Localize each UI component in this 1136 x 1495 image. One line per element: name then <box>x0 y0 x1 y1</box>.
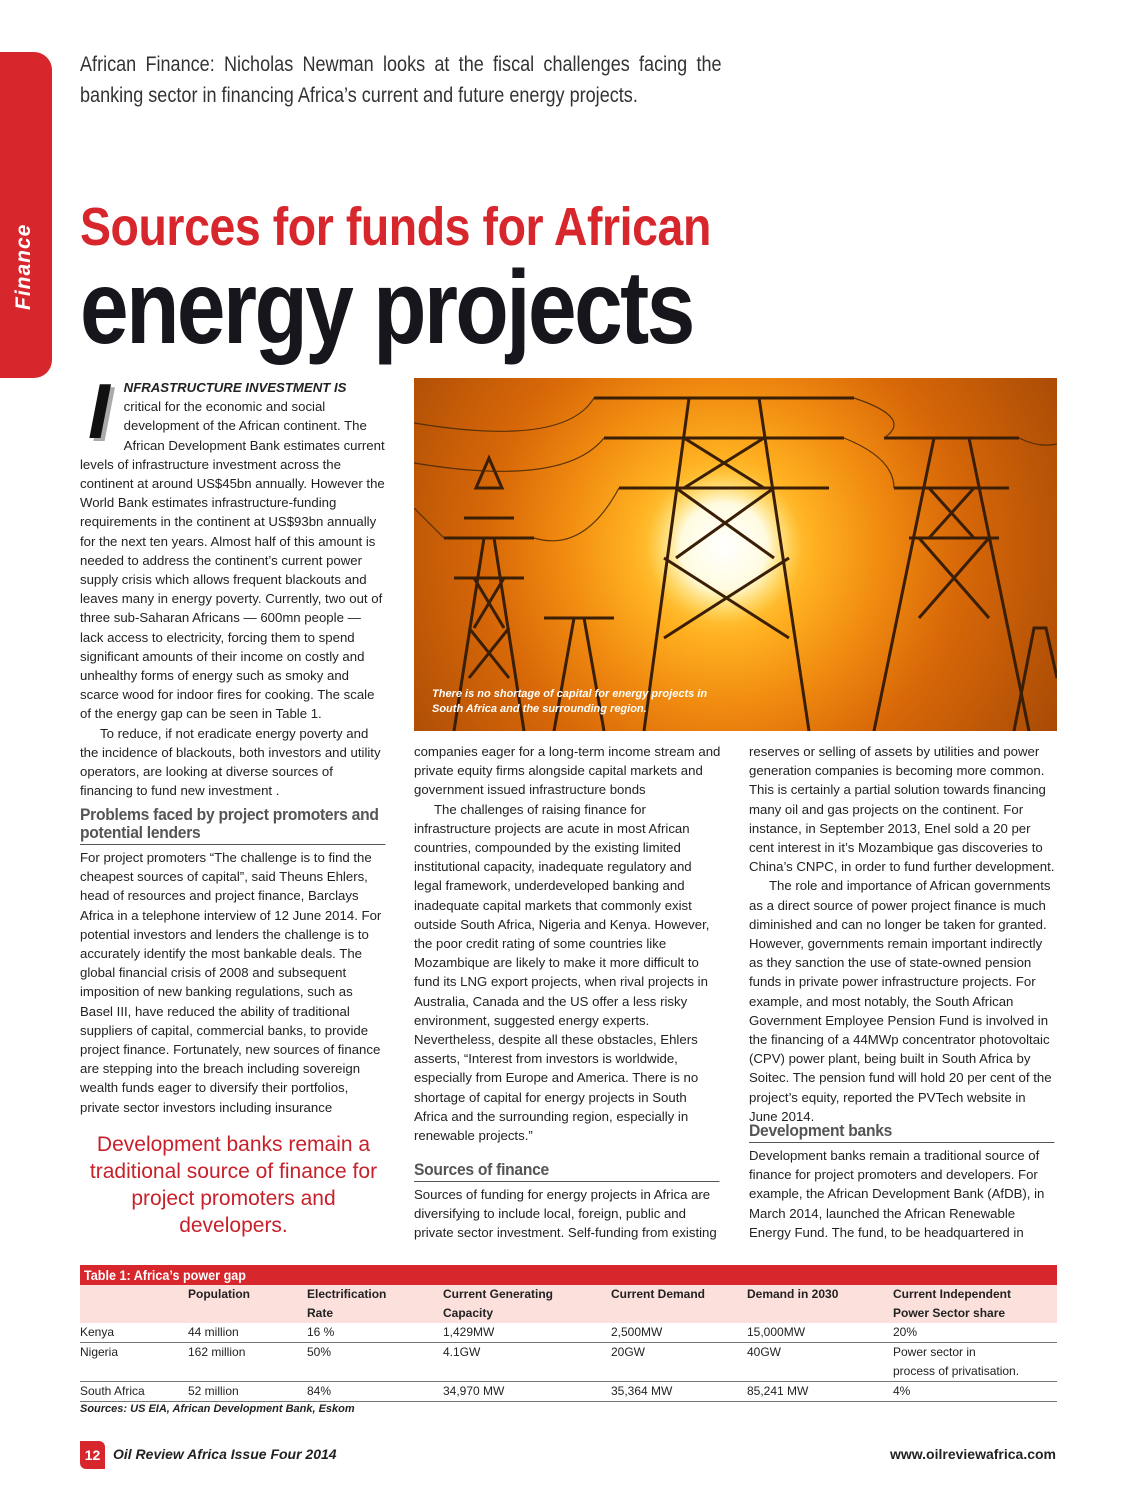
section-tab-label: Finance <box>12 223 35 310</box>
page-number: 12 <box>80 1441 105 1469</box>
article-column-1-lower <box>80 806 387 1117</box>
table-grid <box>80 1285 1057 1402</box>
table-row <box>80 1323 1057 1343</box>
drop-cap: I <box>88 367 110 455</box>
magazine-issue: Oil Review Africa Issue Four 2014 <box>113 1446 337 1462</box>
subhead-development-banks: Development banks <box>749 1122 1054 1143</box>
table-cell <box>443 1362 611 1382</box>
article-column-3-lower <box>749 1122 1056 1242</box>
table-cell: 15,000MW <box>747 1323 893 1343</box>
headline-line2: energy projects <box>80 250 693 366</box>
col1-paragraph-3: For project promoters “The challenge is to find the cheapest sources of capital”, said Theuns Ehlers, head of resources and project finance, Barclays Africa in a telephone interview of 12 June 2014. For potential investors and lenders the challenge is to accurately identify the most bankable deals. The global financial crisis of 2008 and subsequent imposition of new banking regulations, such as Basel III, have reduced the ability of traditional suppliers of capital, commercial banks, to provide project finance. Fortunately, new sources of finance are stepping into the breach including sovereign wealth funds eager to diversify their portfolios, private sector investors including insurance <box>80 850 382 1115</box>
table-header <box>80 1285 188 1323</box>
table-cell <box>188 1362 307 1382</box>
table-sources: Sources: US EIA, African Development Bank, Eskom <box>80 1403 355 1415</box>
col2-paragraph-2: The challenges of raising finance for infrastructure projects are acute in most African countries, compounded by the existing limited institutional capacity, inadequate regulatory and legal framework, underdeveloped banking and inadequate capital markets that commonly exist outside South Africa, Nigeria and Kenya. However, the poor credit rating of some countries like Mozambique are likely to make it more difficult to fund its LNG export projects, when rival projects in Australia, Canada and the US offer a less risky environment, suggested energy experts. Nevertheless, despite all these obstacles, Ehlers asserts, “Interest from investors is worldwide, especially from Europe and America. There is no shortage of capital for energy projects in South Africa and the surrounding region, especially in renewable projects.” <box>414 801 710 1144</box>
table-cell: 20% <box>893 1323 1057 1343</box>
table-cell: 2,500MW <box>611 1323 747 1343</box>
subhead-problems: Problems faced by project promoters and potential lenders <box>80 806 385 845</box>
table-title: Table 1: Africa’s power gap <box>80 1265 1057 1285</box>
table-cell: 35,364 MW <box>611 1382 747 1402</box>
table-cell: 162 million <box>188 1345 246 1359</box>
col1-paragraph-1 <box>80 367 387 724</box>
table-cell: Nigeria <box>80 1345 119 1359</box>
table-cell: 34,970 MW <box>443 1382 611 1402</box>
table-header: Electrification Rate <box>307 1285 443 1323</box>
table-cell: 50% <box>307 1345 332 1359</box>
standfirst: African Finance: Nicholas Newman looks at the fiscal challenges facing the banking sector in financing Africa’s current and future energy projects. <box>80 53 722 107</box>
pull-quote: Development banks remain a traditional source of finance for project promoters and developers. <box>89 1133 378 1237</box>
table-header-row <box>80 1285 1057 1323</box>
subhead-sources: Sources of finance <box>414 1161 719 1182</box>
table-cell: 44 million <box>188 1323 307 1343</box>
pylons-sunset-photo <box>414 378 1057 731</box>
col2-paragraph-1: companies eager for a long-term income stream and private equity firms alongside capital markets and government issued infrastructure bonds <box>414 744 721 798</box>
table-row <box>80 1362 1057 1382</box>
website-url[interactable]: www.oilreviewafrica.com <box>890 1446 1056 1462</box>
article-column-2-lower <box>414 1161 721 1243</box>
table-cell <box>80 1362 188 1382</box>
table-cell: 20GW <box>611 1345 646 1359</box>
table-header: Current Independent Power Sector share <box>893 1285 1057 1323</box>
table-cell: 16 % <box>307 1323 443 1343</box>
table-cell: Kenya <box>80 1323 188 1343</box>
col3-paragraph-1: reserves or selling of assets by utilities and power generation companies is becoming more common. This is certainly a partial solution towards financing many oil and gas projects on the continent. For instance, in September 2013, Enel sold a 20 per cent interest in it’s Mozambique gas discoveries to China’s CNPC, in order to fund further development. <box>749 744 1055 875</box>
photo-caption: There is no shortage of capital for energy projects in South Africa and the surrounding region. <box>432 688 708 715</box>
col3-paragraph-2: The role and importance of African governments as a direct source of power project finance is much diminished and can no longer be taken for granted. However, governments remain important indirectly as they sanction the use of state-owned pension funds in private power infrastructure projects. For example, and most notably, the South African Government Employee Pension Fund is involved in the financing of a 44MWp concentrator photovoltaic (CPV) power plant, being built in South Africa by Soitec. The pension fund will hold 20 per cent of the project’s equity, reported the PVTech website in June 2014. <box>749 878 1052 1124</box>
table-header: Current Demand <box>611 1285 747 1323</box>
col1-paragraph-2: To reduce, if not eradicate energy poverty and the incidence of blackouts, both investors and utility operators, are looking at diverse sources of financing to fund new investment . <box>80 725 381 799</box>
table-row <box>80 1343 1057 1363</box>
col3-paragraph-3: Development banks remain a traditional source of finance for project promoters and developers. For example, the African Development Bank (AfDB), in March 2014, launched the African Renewable Energy Fund. The fund, to be headquartered in <box>749 1148 1045 1240</box>
table-cell: South Africa <box>80 1382 188 1402</box>
table-cell: 85,241 MW <box>747 1382 893 1402</box>
table-cell: 52 million <box>188 1382 307 1402</box>
table-cell: 1,429MW <box>443 1323 611 1343</box>
headline-line1: Sources for funds for African <box>80 197 711 257</box>
table-cell: 84% <box>307 1382 443 1402</box>
table-header: Demand in 2030 <box>747 1285 893 1323</box>
col2-paragraph-3: Sources of funding for energy projects in Africa are diversifying to include local, foreign, public and private sector investment. Self-funding from existing <box>414 1187 717 1241</box>
section-tab <box>0 52 52 378</box>
table-header: Population <box>188 1285 307 1323</box>
power-gap-table <box>80 1265 1057 1415</box>
table-cell: Power sector in <box>893 1345 976 1359</box>
article-column-1 <box>80 367 387 800</box>
table-cell <box>307 1362 443 1382</box>
table-cell: 4.1GW <box>443 1345 481 1359</box>
table-cell <box>611 1362 747 1382</box>
table-cell <box>747 1362 893 1382</box>
article-column-2 <box>414 742 721 1145</box>
table-row <box>80 1382 1057 1402</box>
table-cell: 40GW <box>747 1345 782 1359</box>
table-cell: process of privatisation. <box>893 1362 1057 1382</box>
table-cell: 4% <box>893 1382 1057 1402</box>
article-column-3 <box>749 742 1056 1126</box>
col1-p1-text: critical for the economic and social development of the African continent. The African Development Bank estimates current levels of infrastructure investment across the continent at around US$45bn annually. However the World Bank estimates infrastructure-funding requirements in the continent at US$93bn annually for the next ten years. Almost half of this amount is needed to address the continent’s current power supply crisis which allows frequent blackouts and leaves many in energy poverty. Currently, two out of three sub-Saharan Africans — 600mn people — lack access to electricity, forcing them to spend significant amounts of their income on costly and unhealthy forms of energy such as smoky and scarce wood for indoor fires for cooking. The scale of the energy gap can be seen in Table 1. <box>80 399 385 722</box>
pylon-silhouettes <box>414 378 1057 731</box>
table-header: Current Generating Capacity <box>443 1285 611 1323</box>
lead-caps: NFRASTRUCTURE INVESTMENT IS <box>123 380 347 395</box>
